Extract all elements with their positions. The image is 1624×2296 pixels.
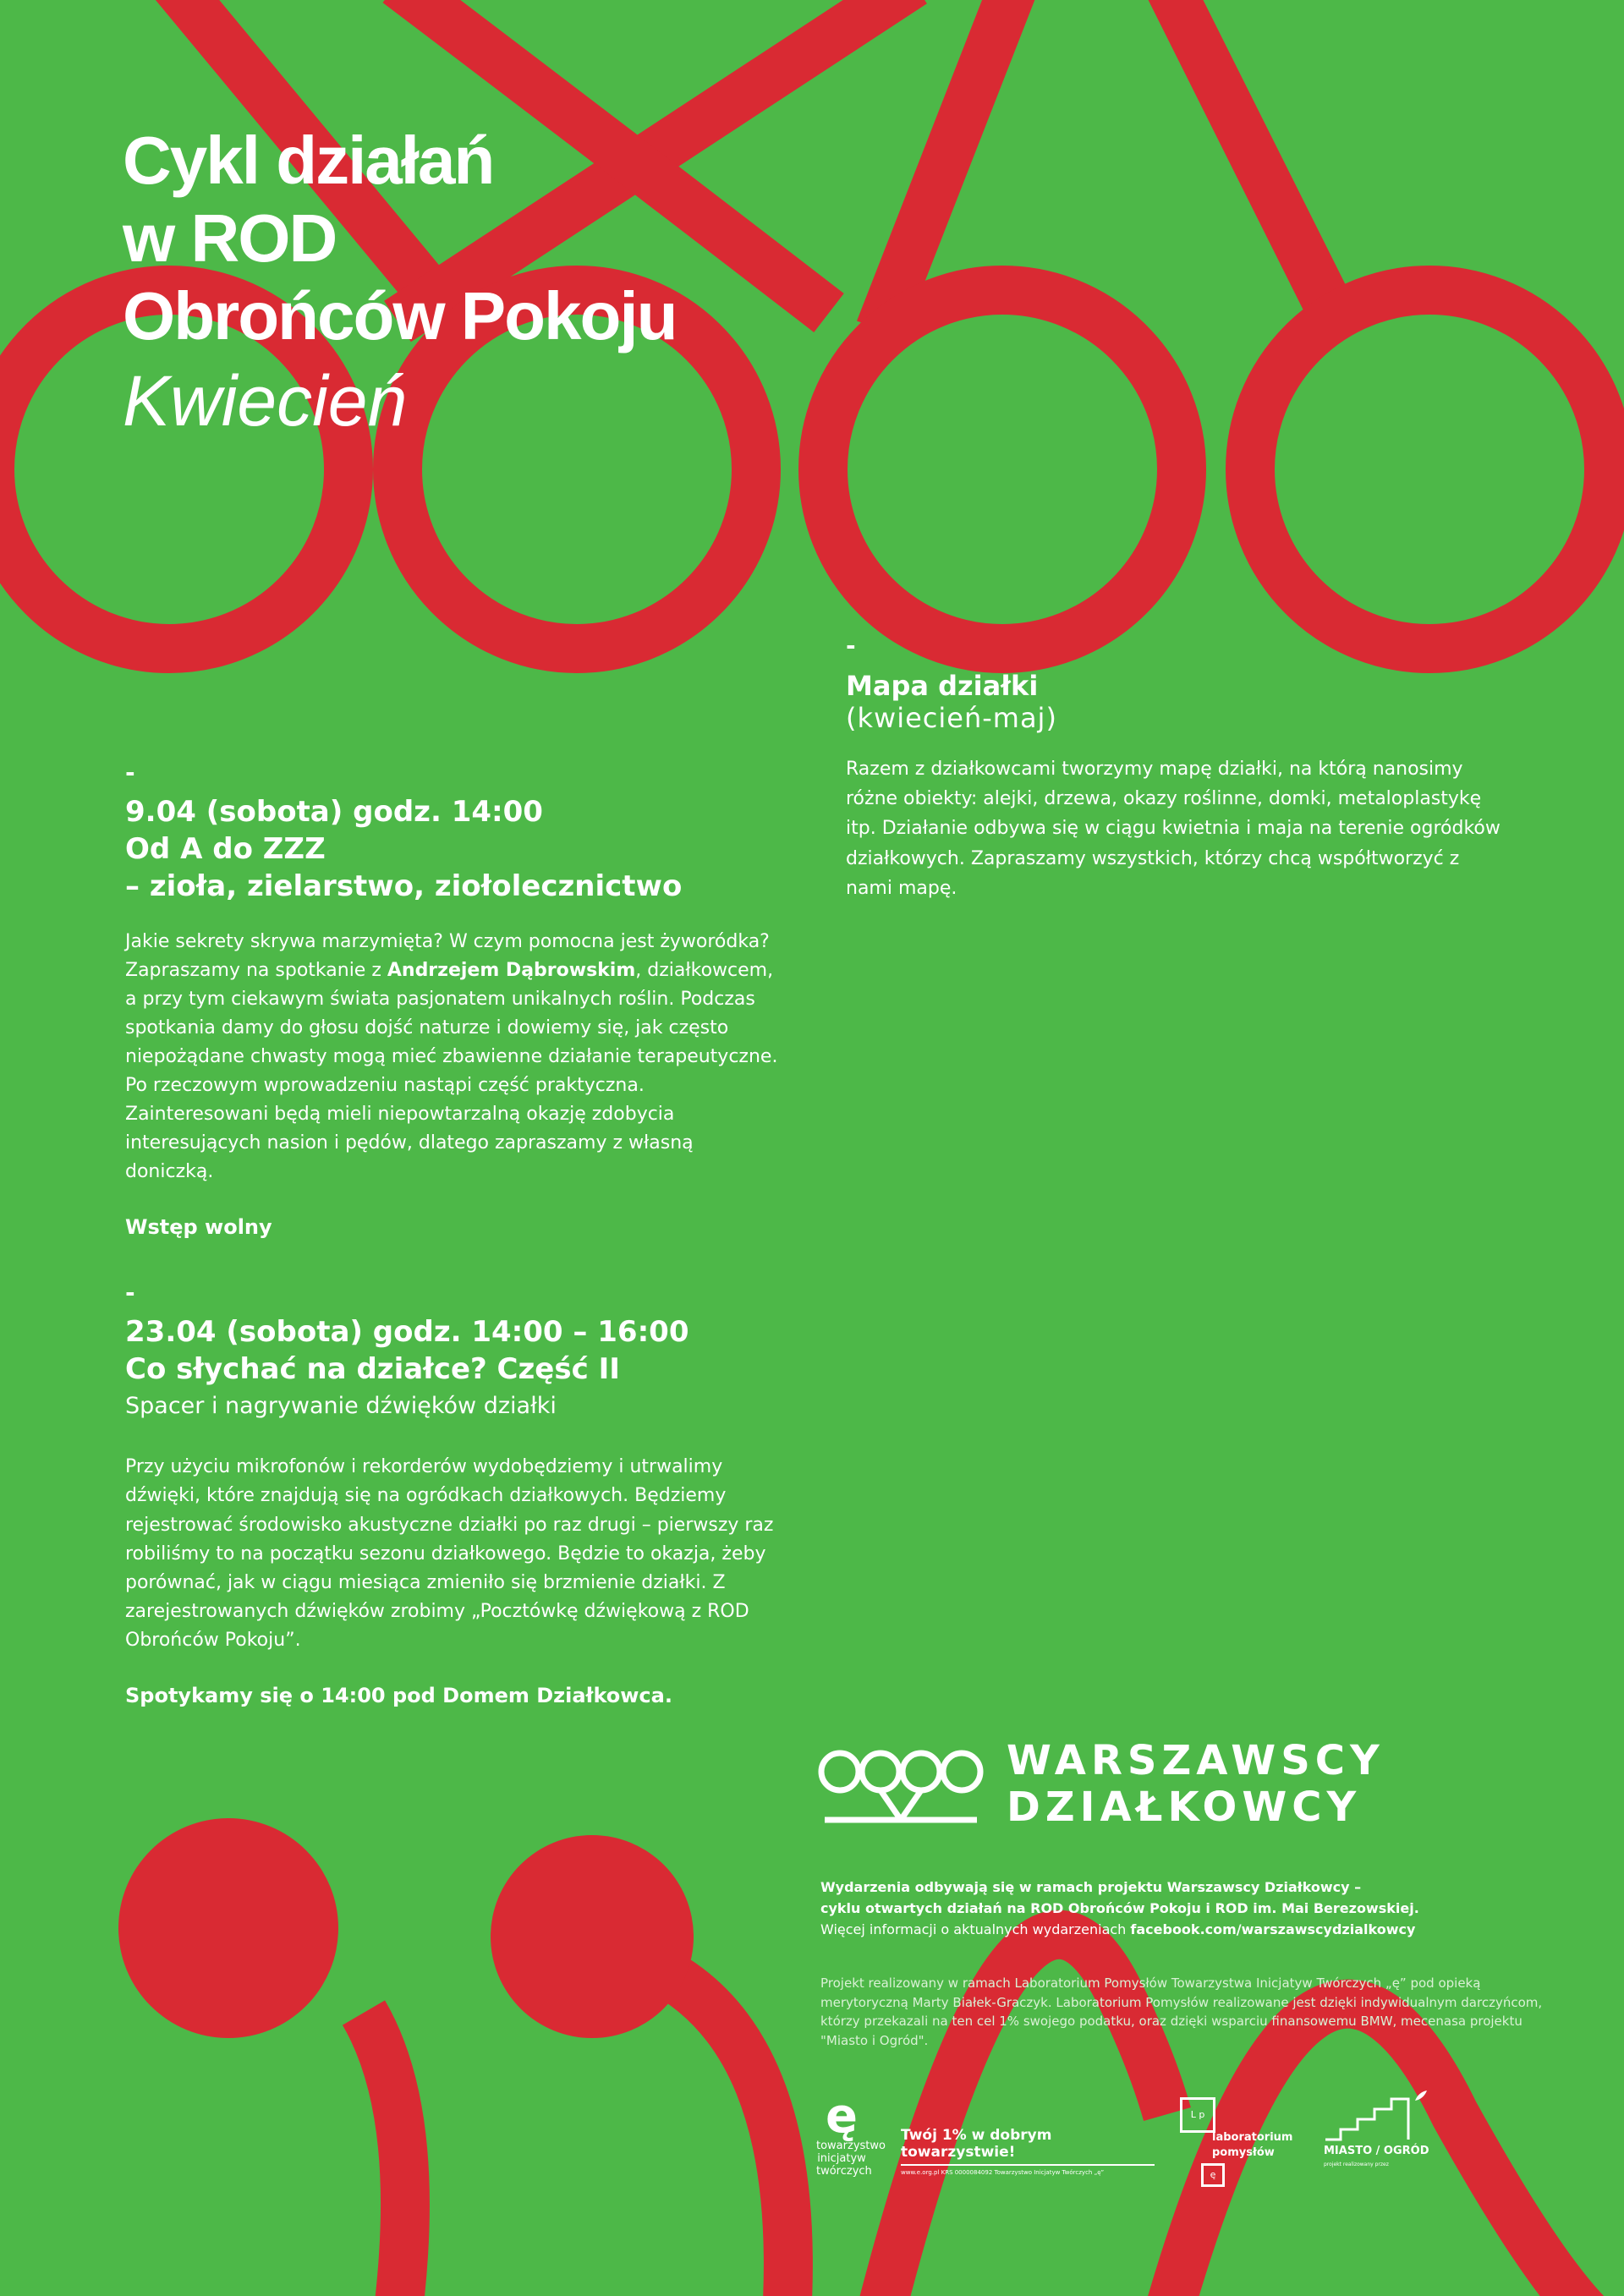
brand-logo <box>816 1738 1577 1839</box>
event-1-dash: - <box>125 759 135 786</box>
brand-line-1: WARSZAWSCY <box>1007 1737 1385 1784</box>
footer-info <box>820 1877 1565 2050</box>
event-2-date: 23.04 (sobota) godz. 14:00 – 16:00 <box>125 1315 689 1349</box>
event-2 <box>125 1281 785 1707</box>
footer-credits: Projekt realizowany w ramach Laboratorium Pomysłów Towarzystwa Inicjatyw Twórczych „ę” pod opieką merytoryczną Marty Białek-Graczyk. Laboratorium Pomysłów realizowane jest dzięki indywidualnym darczyńcom, którzy przekazali na ten cel 1% swojego podatku, oraz dzięki wsparciu finansowemu BMW, mecenasa projektu "Miasto i Ogród". <box>820 1975 1543 2048</box>
footer-line-3-prefix: Więcej informacji o aktualnych wydarzeniach <box>820 1921 1131 1937</box>
map-event-period: (kwiecień-maj) <box>846 702 1057 734</box>
event-1 <box>125 761 785 1239</box>
event-2-dash: - <box>125 1279 135 1307</box>
lab-logo-text-2: pomysłów <box>1212 2146 1275 2159</box>
garden-collage-image <box>812 994 1599 1636</box>
event-1-topic: – zioła, zielarstwo, ziołolecznictwo <box>125 869 683 904</box>
city-skyline-icon <box>1324 2089 1434 2143</box>
red-blob-2 <box>491 1835 694 2038</box>
event-1-body-part1: Jakie sekrety skrywa marzymięta? W czym pomocna jest żyworódka? Zapraszamy na spotkanie z <box>125 930 770 981</box>
event-1-date: 9.04 (sobota) godz. 14:00 <box>125 795 543 829</box>
title-line-3: Obrońców Pokoju <box>123 278 677 353</box>
lab-logo-e: ę <box>1201 2163 1225 2187</box>
e-logo-text-1: towarzystwo <box>816 2140 886 2152</box>
brand-line-2: DZIAŁKOWCY <box>1007 1784 1362 1832</box>
e-logo-text-3: twórczych <box>816 2164 872 2178</box>
event-1-name: Od A do ZZZ <box>125 832 326 867</box>
one-percent-text: Twój 1% w dobrym towarzystwie! <box>901 2127 1155 2166</box>
city-logo-text: MIASTO / OGRÓD <box>1324 2145 1429 2157</box>
facebook-link[interactable]: facebook.com/warszawscydzialkowcy <box>1130 1921 1416 1937</box>
footer-line-2: cyklu otwartych działań na ROD Obrońców Pokoju i ROD im. Mai Berezowskiej. <box>820 1899 1419 1916</box>
event-1-body-highlight: Andrzejem Dąbrowskim <box>387 959 636 981</box>
logo-one-percent <box>901 2127 1155 2176</box>
red-blob-1 <box>118 1818 338 2038</box>
stem-4 <box>1167 0 1345 338</box>
event-1-note: Wstęp wolny <box>125 1215 272 1240</box>
ring-4 <box>1250 290 1609 649</box>
title-block <box>123 123 884 442</box>
brand-rings-icon <box>816 1742 985 1827</box>
arch-1 <box>364 2013 405 2296</box>
title-month: Kwiecień <box>123 361 408 441</box>
e-logo-text-2: inicjatyw <box>817 2151 866 2165</box>
event-2-name: Co słychać na działce? Część II <box>125 1352 620 1387</box>
logo-miasto-ogrod <box>1324 2089 1434 2182</box>
map-event <box>846 634 1506 903</box>
map-event-dash: - <box>846 632 856 660</box>
event-2-body: Przy użyciu mikrofonów i rekorderów wydobędziemy i utrwalimy dźwięki, które znajdują się na ogródkach działkowych. Będziemy rejestrować środowisko akustyczne działki po raz drugi – pierwszy raz robiliśmy to na początku sezonu działkowego. Będzie to okazja, żeby porównać, jak w ciągu miesiąca zmieniło się brzmienie działki. Z zarejestrowanych dźwięków zrobimy „Pocztówkę dźwiękową z ROD Obrońców Pokoju”. <box>125 1456 774 1651</box>
event-2-subtitle: Spacer i nagrywanie dźwięków działki <box>125 1393 557 1420</box>
one-percent-small-text: www.e.org.pl KRS 0000084092 Towarzystwo Inicjatyw Twórczych „ę” <box>901 2169 1105 2176</box>
map-event-title: Mapa działki <box>846 670 1039 702</box>
footer-line-3 <box>820 1920 1565 1941</box>
event-1-body <box>125 928 785 1187</box>
event-2-note: Spotykamy się o 14:00 pod Domem Działkowca. <box>125 1684 672 1708</box>
logo-e <box>816 2089 886 2178</box>
map-event-body: Razem z działkowcami tworzymy mapę działki, na którą nanosimy różne obiekty: alejki, drzewa, okazy roślinne, domki, metaloplastykę itp. Działanie odbywa się w ciągu kwietnia i maja na terenie ogródków działkowych. Zapraszamy wszystkich, którzy chcą współtworzyć z nami mapę. <box>846 759 1501 899</box>
e-logo-glyph: ę <box>826 2089 858 2144</box>
footer-line-1: Wydarzenia odbywają się w ramach projektu Warszawscy Działkowcy – <box>820 1879 1362 1895</box>
title-line-2: w ROD <box>123 200 337 276</box>
logo-laboratorium <box>1180 2097 1298 2190</box>
title-line-1: Cykl działań <box>123 123 494 198</box>
lab-logo-lp: L p <box>1180 2097 1215 2133</box>
city-logo-small: projekt realizowany przez <box>1324 2162 1389 2167</box>
lab-logo-text-1: laboratorium <box>1212 2131 1293 2144</box>
event-1-body-part2: , działkowcem, a przy tym ciekawym świata pasjonatem unikalnych roślin. Podczas spotkania damy do głosu dojść naturze i dowiemy się, jak często niepożądane chwasty mogą mieć zbawienne działanie terapeutyczne. Po rzeczowym wprowadzeniu nastąpi część praktyczna. Zainteresowani będą mieli niepowtarzalną okazję zdobycia interesujących nasion i pędów, dlatego zapraszamy z własną doniczką. <box>125 959 778 1183</box>
